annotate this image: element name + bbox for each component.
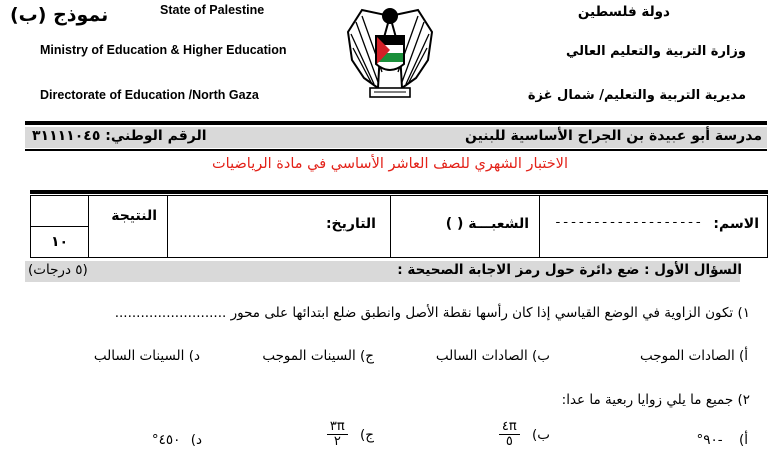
option-letter: أ) [738,432,748,448]
header-divider [25,121,767,125]
score-blank-cell [31,196,89,227]
model-label: نموذج (ب) [10,4,109,26]
option-letter: ب) [532,426,550,443]
ministry-en: Ministry of Education & Higher Education [40,43,287,57]
name-field[interactable] [540,196,768,258]
name-label: الاسم: [713,216,759,232]
question1-marks: (٥ درجات) [28,262,88,278]
fraction-denominator: ٥ [505,434,513,450]
directorate-ar: مديرية التربية والتعليم/ شمال غزة [527,88,746,103]
q1-item2-option-d[interactable] [152,432,202,448]
option-value: ٤٥٠° [151,432,181,448]
q1-item1-option-c[interactable]: ج) السينات الموجب [262,348,374,364]
q1-item1-option-d[interactable]: د) السينات السالب [93,348,200,364]
fraction-denominator: ٢ [333,434,341,450]
table-top-rule [30,190,768,194]
palestine-emblem-icon [334,2,446,107]
q1-item2-option-b[interactable] [499,420,550,450]
option-value: -٩٠° [696,432,723,448]
option-letter: ج) [360,426,374,443]
option-letter: د) [190,432,202,448]
name-dashes: ------------------- [554,215,703,230]
student-info-table [30,195,768,258]
fraction-numerator: ٤π [499,420,520,435]
total-score: ١٠ [50,234,69,250]
ministry-ar: وزارة التربية والتعليم العالي [565,44,746,59]
directorate-en: Directorate of Education /North Gaza [40,88,259,102]
fraction [499,420,520,450]
section-label: الشعبـــة ( ) [445,216,529,232]
q1-item2-option-c[interactable] [327,420,374,450]
date-label: التاريخ: [325,216,376,232]
exam-title: الاختبار الشهري للصف العاشر الأساسي في مادة الرياضيات [212,156,568,172]
school-name: مدرسة أبو عبيدة بن الجراح الأساسية للبنين [464,128,762,144]
result-cell [89,196,168,258]
q1-item1-stem: ١) تكون الزاوية في الوضع القياسي إذا كان رأسها نقطة الأصل وانطبق ضلع ابتدائها على محور .......................... [114,305,750,321]
state-ar: دولة فلسطين [577,4,670,20]
state-en: State of Palestine [160,3,265,17]
q1-item2-stem: ٢) جميع ما يلي زوايا ربعية ما عدا: [561,392,750,408]
total-score-cell [31,227,89,258]
question1-heading: السؤال الأول : ضع دائرة حول رمز الاجابة الصحيحة : [397,262,742,278]
result-label: النتيجة [111,208,157,224]
q1-item2-option-a[interactable] [697,432,748,448]
q1-item1-option-b[interactable]: ب) الصادات السالب [435,348,550,364]
q1-item1-option-a[interactable]: أ) الصادات الموجب [640,348,748,364]
section-field[interactable] [391,196,540,258]
fraction-numerator: ٣π [327,420,348,435]
national-id: الرقم الوطني: ٣١١١١٠٤٥ [32,128,207,144]
date-field[interactable] [168,196,391,258]
fraction [327,420,348,450]
school-band-underline [25,149,767,151]
